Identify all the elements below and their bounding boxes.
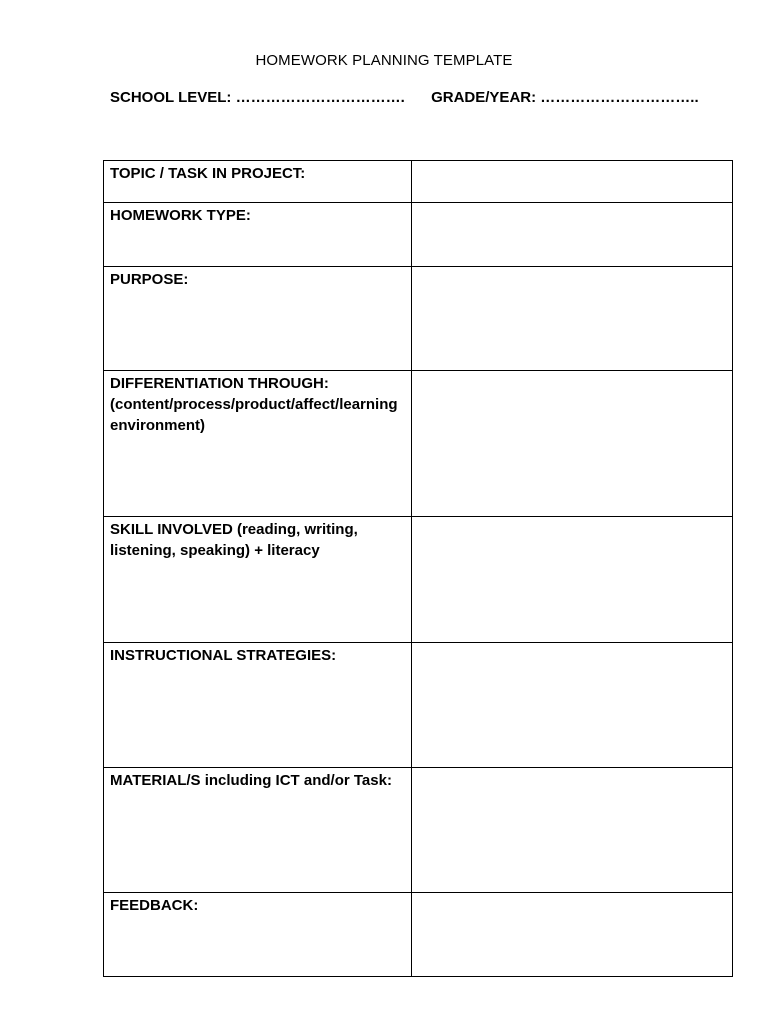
table-row — [104, 203, 733, 267]
row-label-topic: TOPIC / TASK IN PROJECT: — [104, 161, 412, 203]
row-label-materials: MATERIAL/S including ICT and/or Task: — [104, 768, 412, 893]
row-value-feedback[interactable] — [412, 893, 733, 977]
row-label-instructional-strategies: INSTRUCTIONAL STRATEGIES: — [104, 643, 412, 768]
grade-year-label: GRADE/YEAR: — [431, 89, 537, 106]
table-row — [104, 267, 733, 371]
row-label-differentiation: DIFFERENTIATION THROUGH: (content/process/product/affect/learning environment) — [104, 371, 412, 517]
row-value-skill-involved[interactable] — [412, 517, 733, 643]
row-value-purpose[interactable] — [412, 267, 733, 371]
table-row — [104, 768, 733, 893]
school-level-value[interactable]: ……………………………. — [235, 89, 405, 106]
school-level-label: SCHOOL LEVEL: — [110, 89, 232, 106]
row-label-homework-type: HOMEWORK TYPE: — [104, 203, 412, 267]
row-value-instructional-strategies[interactable] — [412, 643, 733, 768]
planning-table — [103, 160, 733, 977]
table-row — [104, 643, 733, 768]
header-fields — [110, 89, 699, 106]
row-label-skill-involved: SKILL INVOLVED (reading, writing, listening, speaking) + literacy — [104, 517, 412, 643]
table-row — [104, 893, 733, 977]
document-title: HOMEWORK PLANNING TEMPLATE — [255, 52, 513, 69]
grade-year-value[interactable]: ………………………….. — [540, 89, 699, 106]
row-value-topic[interactable] — [412, 161, 733, 203]
table-row — [104, 517, 733, 643]
row-value-materials[interactable] — [412, 768, 733, 893]
row-label-feedback: FEEDBACK: — [104, 893, 412, 977]
row-value-homework-type[interactable] — [412, 203, 733, 267]
row-label-purpose: PURPOSE: — [104, 267, 412, 371]
table-row — [104, 161, 733, 203]
table-row — [104, 371, 733, 517]
row-value-differentiation[interactable] — [412, 371, 733, 517]
